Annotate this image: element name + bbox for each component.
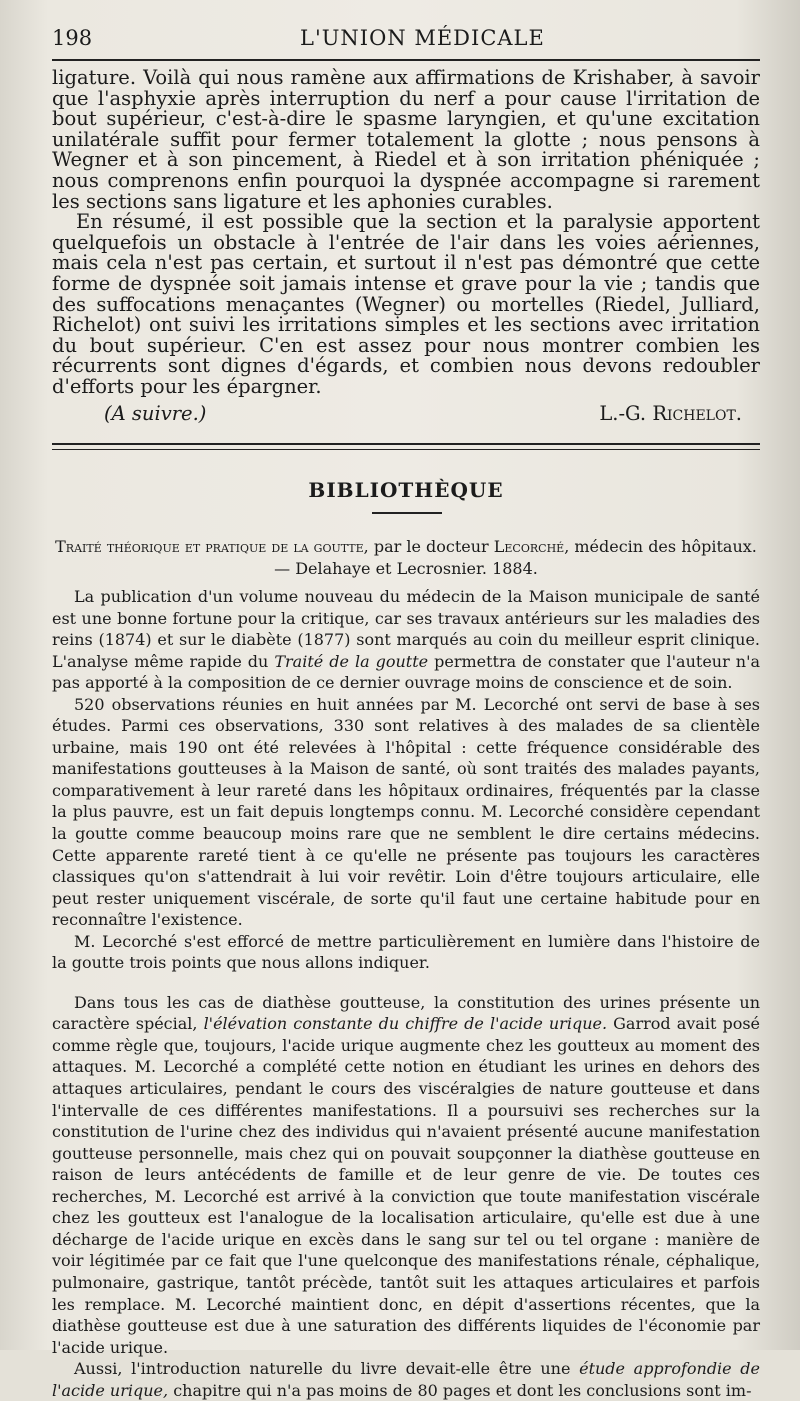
header-rule [52,59,760,61]
page-header [52,22,760,54]
paragraph-gap [52,974,760,992]
review-p1-text-a: La publication d'un volume nouveau du médecin de la Maison municipale de santé est une bonne fortune pour la critique, car ses travaux antérieurs sur les maladies des reins (1874) et sur le diabète (1877) sont marqués au coin du meilleur esprit clinique. L'analyse même rapide du [52,587,760,671]
review-p4-italic: l'élévation constante du chiffre de l'acide urique. [203,1014,608,1034]
review-p1-italic: Traité de la goutte [274,651,429,671]
review-p5-text-b: chapitre qui n'a pas moins de 80 pages et dont les conclusions sont im- [168,1380,752,1400]
book-title: Traité théorique et pratique de la goutte, [55,537,369,556]
review-p5-italic: étude approfondie de l'acide urique, [52,1359,760,1400]
review-paragraph-5 [52,1358,760,1401]
section-divider-thin [52,449,760,450]
article-continuation [52,68,760,398]
book-reference [52,536,760,580]
page-number: 198 [52,26,93,50]
book-publisher: médecin des hôpitaux. — Delahaye et Lecrosnier. 1884. [274,537,757,578]
review-p5-text-a: Aussi, l'introduction naturelle du livre devait-elle être une [74,1359,580,1379]
book-by: par le docteur [368,537,494,556]
book-author: Lecorché, [493,537,570,556]
review-p4-text-a: Dans tous les cas de diathèse goutteuse, la constitution des urines présente un caractère spécial, [52,992,760,1034]
review-p1-text-b: permettra de constater que l'auteur n'a pas apporté à la composition de ce dernier ouvrage moins de conscience et de soin. [52,651,761,693]
review-p4-text-b: Garrod avait posé comme règle que, toujours, l'acide urique augmente chez les goutteux au moment des attaques. M. Lecorché a complété cette notion en étudiant les urines en dehors des attaques articulaires, pendant le cours des viscéralgies de nature goutteuse et dans l'intervalle de ces différentes manifestations. Il a poursuivi ses recherches sur la constitution de l'urine chez des individus qui n'avaient présenté aucune manifestation goutteuse personnelle, mais chez qui on pouvait soupçonner la diathèse goutteuse en raison de leurs antécédents de famille et de leur genre de vie. De toutes ces recherches, M. Lecorché est arrivé à la conviction que toute manifestation viscérale chez les goutteux est l'analogue de la localisation articulaire, qu'elle est due à une décharge de l'acide urique en excès dans le sang sur tel ou tel organe : manière de voir légitimée par ce fait que l'une quelconque des manifestations rénale, céphalique, pulmonaire, gastrique, tantôt précède, tantôt suit les attaques articulaires et parfois les remplace. M. Lecorché maintient donc, en dépit d'assertions récentes, que la diathèse goutteuse est due à une saturation des différents liquides de l'économie par l'acide urique. [52,1014,761,1357]
article-signature-line [52,402,760,428]
article-paragraph-2: En résumé, il est possible que la section et la paralysie apportent quelquefois un obstacle à l'entrée de l'air dans les voies aériennes, mais cela n'est pas certain, et surtout il n'est pas démontré que cette forme de dyspnée soit jamais intense et grave pour la vie ; tandis que des suffocations menaçantes (Wegner) ou mortelles (Riedel, Julliard, Richelot) ont suivi les irritations simples et les sections avec irritation du bout supérieur. C'en est assez pour nous montrer combien les récurrents sont dignes d'égards, et combien nous devons redoubler d'efforts pour les épargner. [52,210,760,398]
review-paragraph-3: M. Lecorché s'est efforcé de mettre particulièrement en lumière dans l'histoire de la goutte trois points que nous allons indiquer. [52,931,760,973]
running-title: L'UNION MÉDICALE [300,26,545,50]
review-paragraph-1 [52,586,760,694]
to-be-continued: (A suivre.) [104,402,207,425]
review-paragraph-2: 520 observations réunies en huit années par M. Lecorché ont servi de base à ses études. Parmi ces observations, 330 sont relatives à des malades de sa clientèle urbaine, mais 190 ont été relevées à l'hôpital : cette fréquence considérable des manifestations goutteuses à la Maison de santé, où sont traités des malades payants, comparativement à leur rareté dans les hôpitaux ordinaires, fréquentés par la classe la plus pauvre, est un fait depuis longtemps connu. M. Lecorché considère cependant la goutte comme beaucoup moins rare que ne semblent le dire certains médecins. Cette apparente rareté tient à ce qu'elle ne présente pas toujours les caractères classiques qu'on s'attendrait à lui voir revêtir. Loin d'être toujours articulaire, elle peut rester uniquement viscérale, de sorte qu'il faut une certaine habitude pour en reconnaître l'existence. [52,694,760,930]
review-body [52,586,760,1401]
section-divider-thick [52,443,760,445]
article-paragraph-1: ligature. Voilà qui nous ramène aux affirmations de Krishaber, à savoir que l'asphyxie après interruption du nerf a pour cause l'irritation de bout supérieur, c'est-à-dire le spasme laryngien, et qu'une excitation unilatérale suffit pour fermer totalement la glotte ; nous pensons à Wegner et à son pincement, à Riedel et à son irritation phéniquée ; nous comprenons enfin pourquoi la dyspnée accompagne si rarement les sections sans ligature et les aphonies curables. [52,66,760,213]
section-title: BIBLIOTHÈQUE [308,478,504,502]
author-signature: L.-G. Richelot. [599,402,742,425]
review-paragraph-4 [52,992,760,1358]
title-underline [372,512,442,514]
